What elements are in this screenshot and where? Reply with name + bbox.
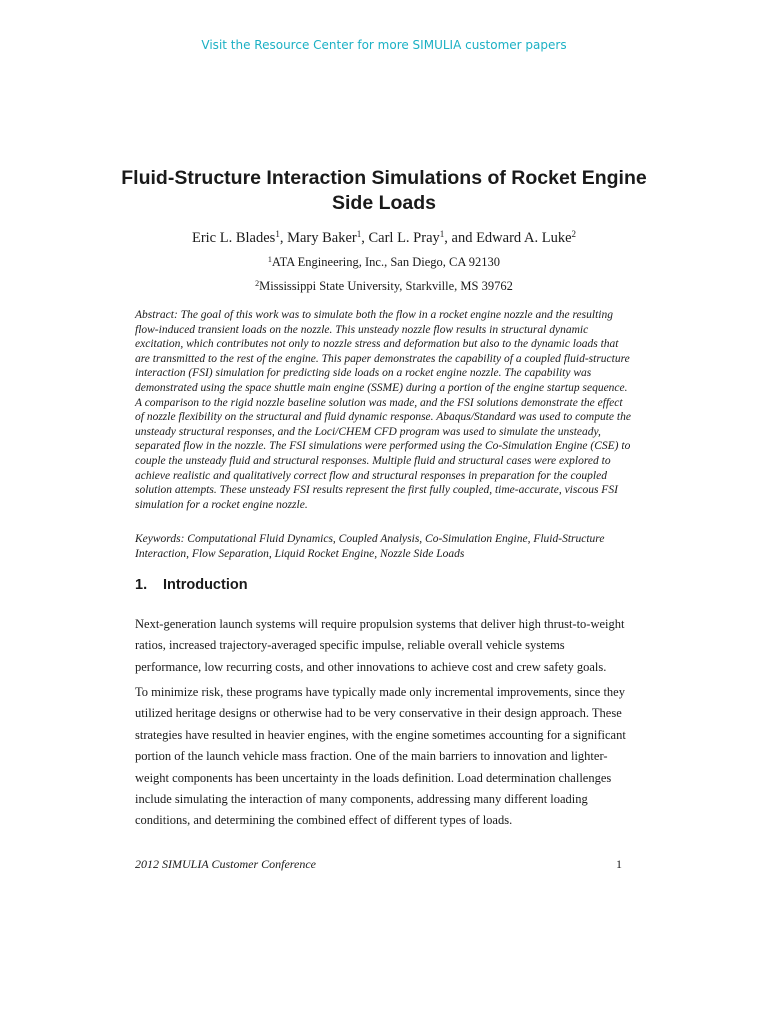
author-affiliation-mark: 1 xyxy=(275,229,280,239)
body-paragraph: To minimize risk, these programs have typically made only incremental improvements, since they utilized heritage designs or otherwise had to be very conservative in their design approach. These strategies have resulted in heavier engines, with the engine sometimes accounting for a significant portion of the launch vehicle mass fraction. One of the main barriers to innovation and lighter-weight components has been uncertainty in the loads definition. Load determination challenges include simulating the interaction of many components, addressing many different loading conditions, and determining the combined effect of different types of loads. xyxy=(135,685,626,828)
author-list xyxy=(0,229,768,247)
author-separator: , xyxy=(279,230,288,246)
author-affiliation-mark: 2 xyxy=(571,229,577,239)
author-separator: , xyxy=(361,230,369,246)
body-paragraph: Next-generation launch systems will require propulsion systems that deliver high thrust-to-weight ratios, increased trajectory-averaged specific impulse, reliable overall vehicle systems performance, low recurring costs, and other innovations to achieve cost and crew safety goals. xyxy=(135,617,625,674)
section-title: Introduction xyxy=(163,577,248,593)
affiliation-text: Mississippi State University, Starkville, MS 39762 xyxy=(259,279,513,293)
keywords: Keywords: Computational Fluid Dynamics, Coupled Analysis, Co-Simulation Engine, Fluid-Structure Interaction, Flow Separation, Liquid Rocket Engine, Nozzle Side Loads xyxy=(135,533,605,560)
abstract: Abstract: The goal of this work was to simulate both the flow in a rocket engine nozzle and the resulting flow-induced transient loads on the nozzle. This unsteady nozzle flow results in structural dynamic excitation, which contributes not only to nozzle stress and deformation but also to the dynamic loads that are transmitted to the rest of the engine. This paper demonstrates the capability of a coupled fluid-structure interaction (FSI) simulation for predicting side loads on a rocket engine nozzle. The capability was demonstrated using the space shuttle main engine (SSME) during a portion of the engine startup sequence. A comparison to the rigid nozzle baseline solution was made, and the FSI solutions demonstrate the effect of nozzle flexibility on the structural and fluid dynamic response. Abaqus/Standard was used to compute the unsteady structural responses, and the Loci/CHEM CFD program was used to simulate the unsteady, separated flow in the nozzle. The FSI simulations were performed using the Co-Simulation Engine (CSE) to couple the unsteady fluid and structural responses. Multiple fluid and structural cases were explored to achieve realistic and qualitatively correct flow and structural responses in preparation for the coupled solution attempts. These unsteady FSI results represent the first fully coupled, time-accurate, viscous FSI simulation for a rocket engine nozzle. xyxy=(135,309,631,511)
affiliation-text: ATA Engineering, Inc., San Diego, CA 92130 xyxy=(271,255,501,269)
author-name: Carl L. Pray xyxy=(368,230,440,246)
author-name: Eric L. Blades xyxy=(191,230,276,246)
affiliation xyxy=(0,255,768,270)
affiliation-number: 1 xyxy=(267,255,272,264)
author-name: Mary Baker xyxy=(287,230,357,246)
section-number: 1. xyxy=(135,577,148,593)
author-separator: , and xyxy=(444,230,477,246)
affiliation xyxy=(0,279,768,294)
page-number: 1 xyxy=(616,857,622,871)
resource-center-link[interactable]: Visit the Resource Center for more SIMULIA customer papers xyxy=(201,38,567,52)
author-name: Edward A. Luke xyxy=(476,230,572,246)
paper-title: Fluid-Structure Interaction Simulations of Rocket Engine Side Loads xyxy=(121,167,647,214)
author-affiliation-mark: 1 xyxy=(439,229,445,239)
section-heading xyxy=(135,577,248,593)
footer-conference: 2012 SIMULIA Customer Conference xyxy=(135,857,316,871)
affiliation-number: 2 xyxy=(255,279,260,288)
author-affiliation-mark: 1 xyxy=(356,229,362,239)
